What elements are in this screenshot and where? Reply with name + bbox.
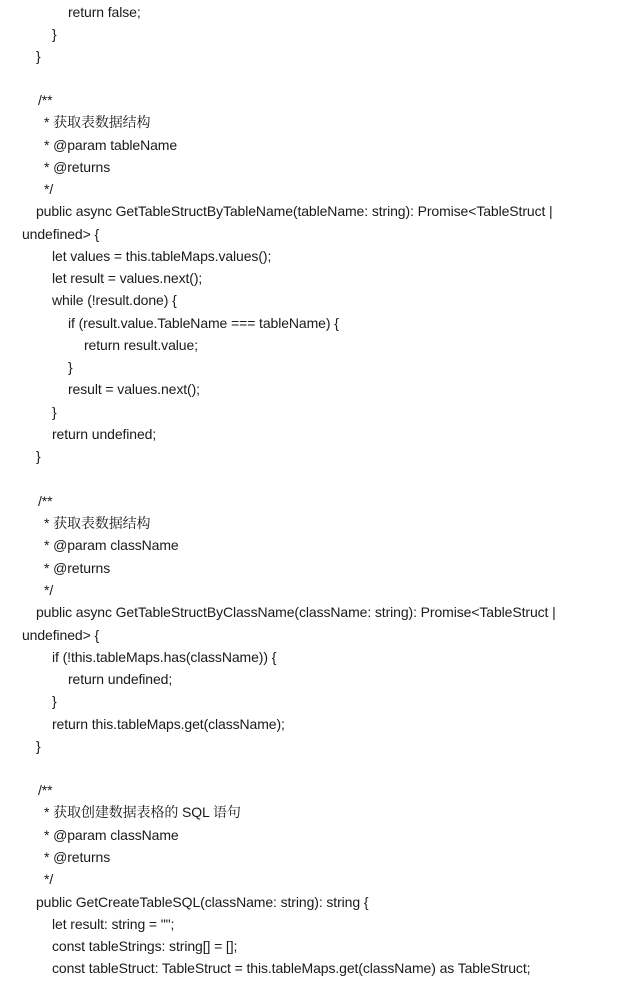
code-line: */: [44, 582, 54, 598]
code-line: return result.value;: [84, 337, 198, 353]
code-line: const tableStruct: TableStruct = this.tableMaps.get(className) as TableStruct;: [52, 960, 531, 976]
code-line: undefined> {: [22, 627, 100, 643]
code-line: * 获取表数据结构: [44, 114, 151, 130]
code-line: }: [52, 26, 57, 42]
code-line: undefined> {: [22, 226, 100, 242]
code-line: return this.tableMaps.get(className);: [52, 716, 285, 732]
code-line: * @returns: [44, 560, 111, 576]
code-line: }: [36, 48, 41, 64]
code-line: return undefined;: [52, 426, 157, 442]
code-line: }: [52, 693, 57, 709]
code-line: */: [44, 871, 54, 887]
code-line: }: [36, 738, 41, 754]
code-line: let result: string = "";: [52, 916, 175, 932]
code-line: }: [52, 404, 57, 420]
code-line: * 获取表数据结构: [44, 515, 151, 531]
code-line: let result = values.next();: [52, 270, 203, 286]
code-line: * @param className: [44, 827, 179, 843]
code-line: */: [44, 181, 54, 197]
code-line: public GetCreateTableSQL(className: string): string {: [36, 894, 369, 910]
code-line: * @returns: [44, 159, 111, 175]
code-line: while (!result.done) {: [52, 292, 177, 308]
code-line: public async GetTableStructByClassName(className: string): Promise<TableStruct |: [36, 604, 556, 620]
code-line: public async GetTableStructByTableName(tableName: string): Promise<TableStruct |: [36, 203, 553, 219]
code-line: }: [68, 359, 73, 375]
code-line: result = values.next();: [68, 381, 200, 397]
code-line: let values = this.tableMaps.values();: [52, 248, 272, 264]
code-line: /**: [38, 92, 53, 108]
code-line: return undefined;: [68, 671, 173, 687]
code-line: if (result.value.TableName === tableName) {: [68, 315, 339, 331]
code-line: return false;: [68, 4, 141, 20]
code-line: * @param tableName: [44, 137, 178, 153]
code-line: * 获取创建数据表格的 SQL 语句: [44, 804, 241, 820]
code-line: * @param className: [44, 537, 179, 553]
code-line: /**: [38, 782, 53, 798]
code-line: * @returns: [44, 849, 111, 865]
code-line: }: [36, 448, 41, 464]
code-line: const tableStrings: string[] = [];: [52, 938, 238, 954]
code-line: /**: [38, 493, 53, 509]
code-line: if (!this.tableMaps.has(className)) {: [52, 649, 277, 665]
